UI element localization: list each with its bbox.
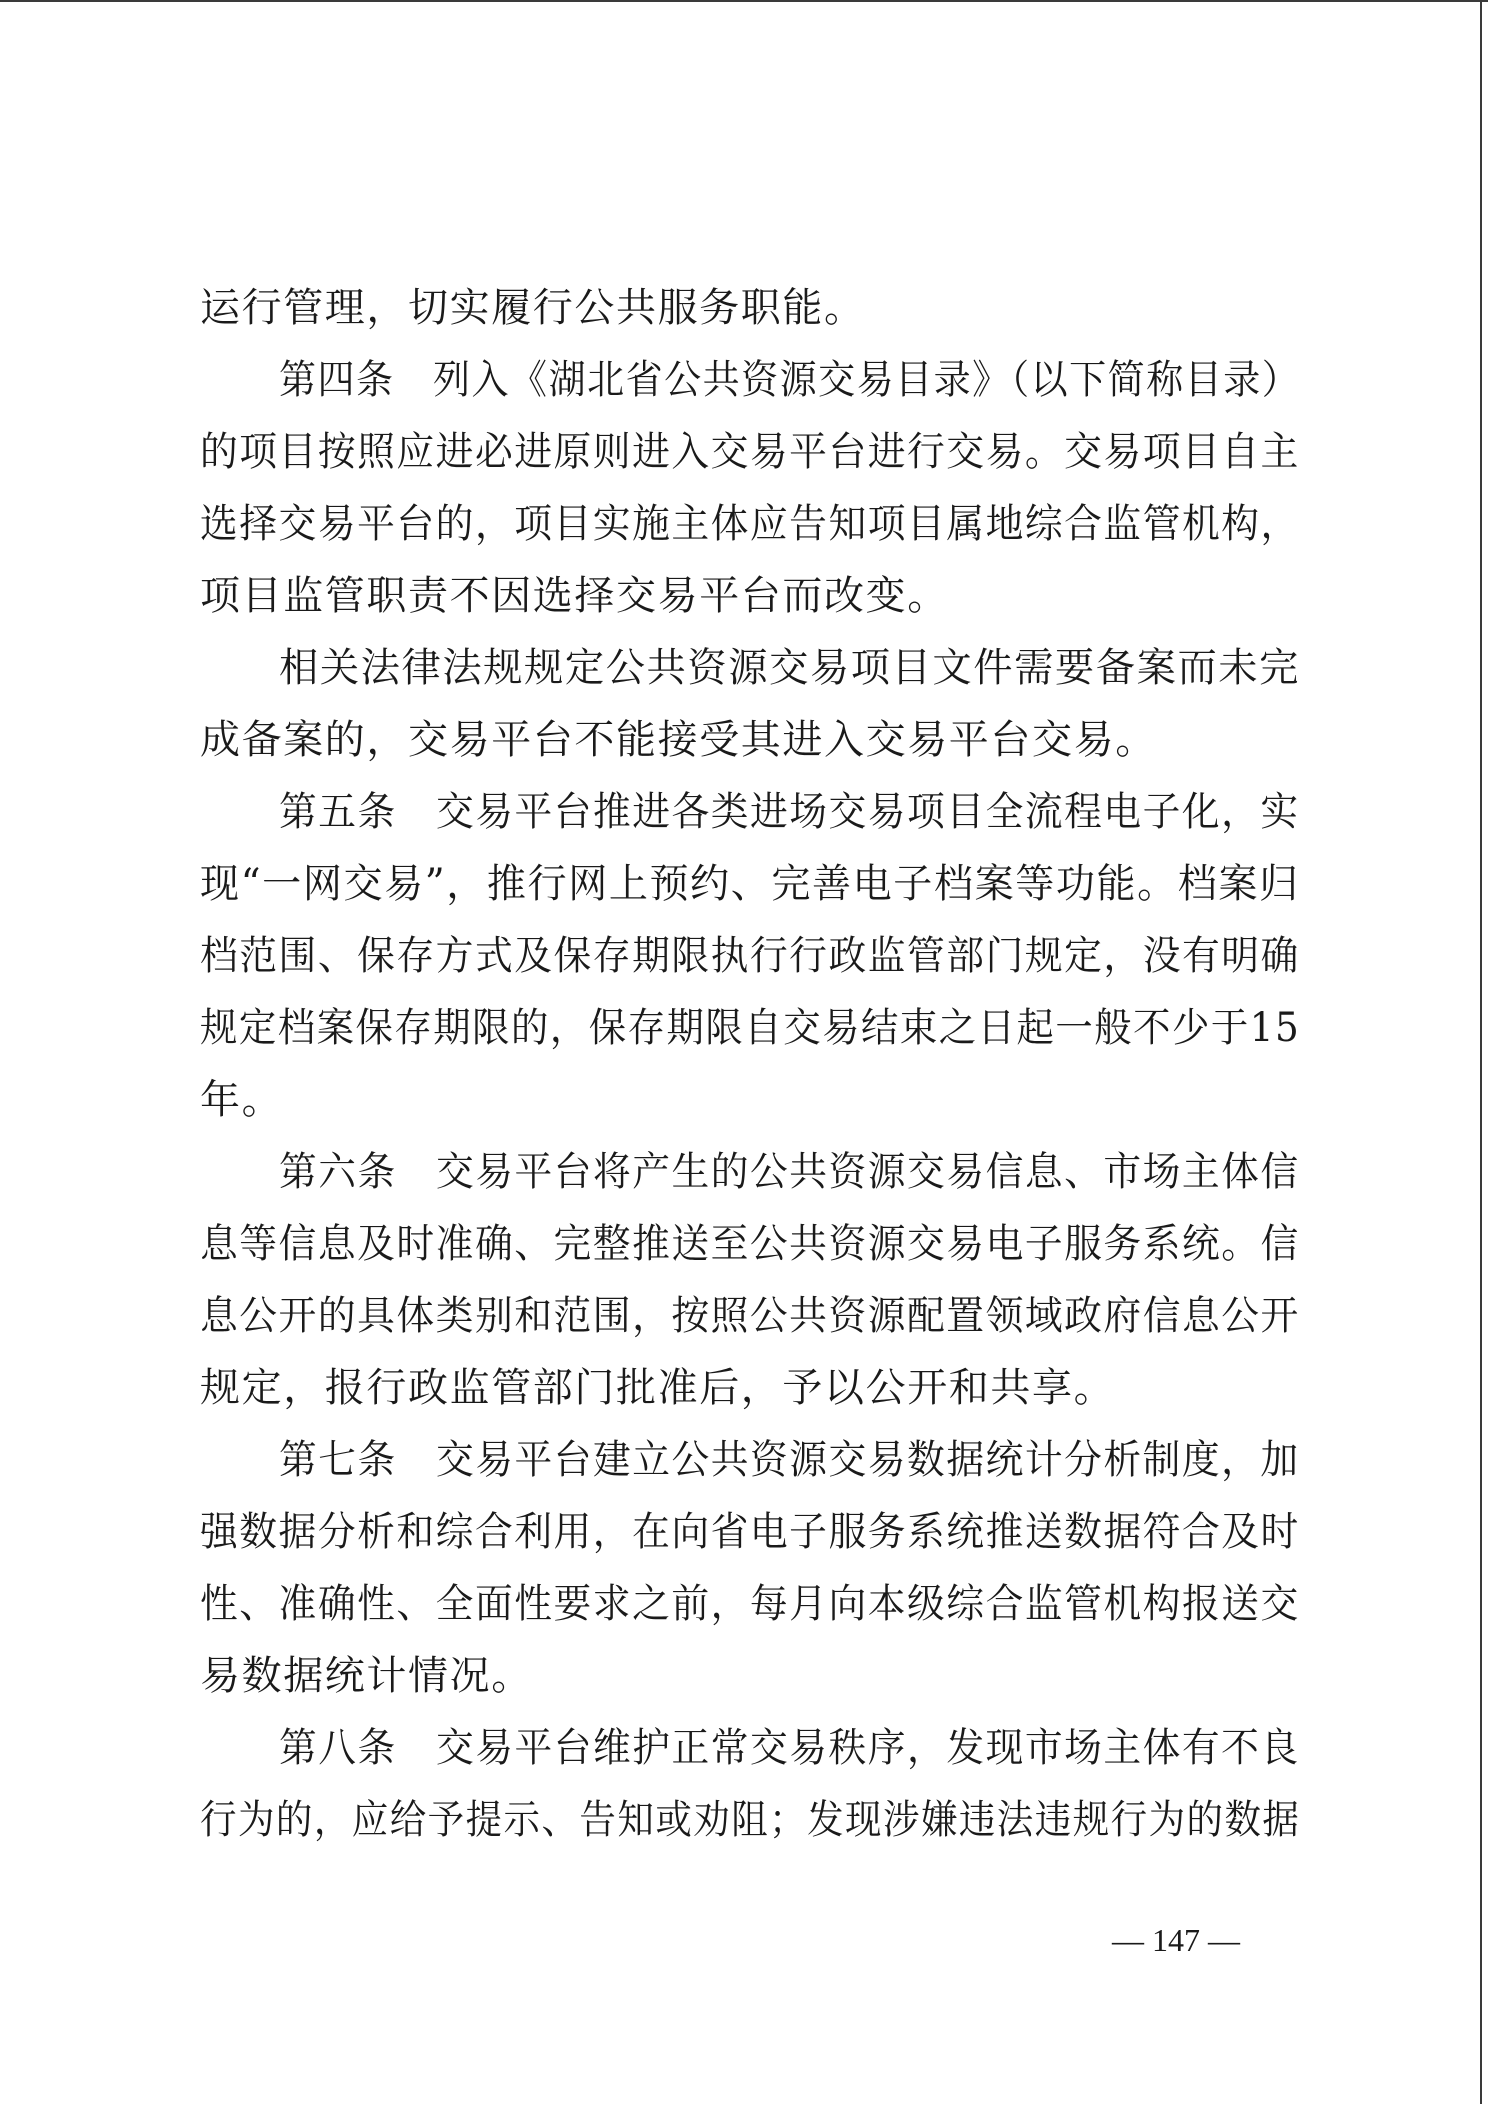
text-line: 息公开的具体类别和范围，按照公共资源配置领域政府信息公开	[200, 1293, 1300, 1339]
text-line: 年。	[200, 1077, 284, 1123]
article-7-heading-line: 第七条 交易平台建立公共资源交易数据统计分析制度，加	[279, 1437, 1300, 1483]
page-number: — 147 —	[1112, 1922, 1240, 1958]
text-line: 项目监管职责不因选择交易平台而改变。	[200, 573, 949, 619]
text-line: 选择交易平台的，项目实施主体应告知项目属地综合监管机构，	[200, 501, 1300, 547]
article-8-heading-line: 第八条 交易平台维护正常交易秩序，发现市场主体有不良	[279, 1725, 1300, 1771]
article-4-heading-line: 第四条 列入《湖北省公共资源交易目录》（以下简称目录）	[279, 357, 1301, 403]
text-line: 规定档案保存期限的，保存期限自交易结束之日起一般不少于15	[200, 1005, 1301, 1051]
text-line: 现“一网交易”，推行网上预约、完善电子档案等功能。档案归	[200, 861, 1300, 907]
text-line: 规定，报行政监管部门批准后，予以公开和共享。	[200, 1365, 1116, 1411]
text-line: 的项目按照应进必进原则进入交易平台进行交易。交易项目自主	[200, 429, 1300, 475]
text-line: 运行管理，切实履行公共服务职能。	[200, 285, 866, 331]
text-line: 成备案的，交易平台不能接受其进入交易平台交易。	[200, 717, 1157, 763]
text-line: 行为的，应给予提示、告知或劝阻；发现涉嫌违法违规行为的数据	[200, 1797, 1301, 1843]
text-line: 强数据分析和综合利用，在向省电子服务系统推送数据符合及时	[200, 1509, 1300, 1555]
article-6-heading-line: 第六条 交易平台将产生的公共资源交易信息、市场主体信	[279, 1149, 1300, 1195]
text-line: 性、准确性、全面性要求之前，每月向本级综合监管机构报送交	[200, 1581, 1300, 1627]
article-5-heading-line: 第五条 交易平台推进各类进场交易项目全流程电子化，实	[279, 789, 1300, 835]
paragraph-start-line: 相关法律法规规定公共资源交易项目文件需要备案而未完	[279, 645, 1300, 691]
text-line: 息等信息及时准确、完整推送至公共资源交易电子服务系统。信	[200, 1221, 1300, 1267]
text-line: 易数据统计情况。	[200, 1653, 533, 1699]
text-line: 档范围、保存方式及保存期限执行行政监管部门规定，没有明确	[200, 933, 1300, 979]
